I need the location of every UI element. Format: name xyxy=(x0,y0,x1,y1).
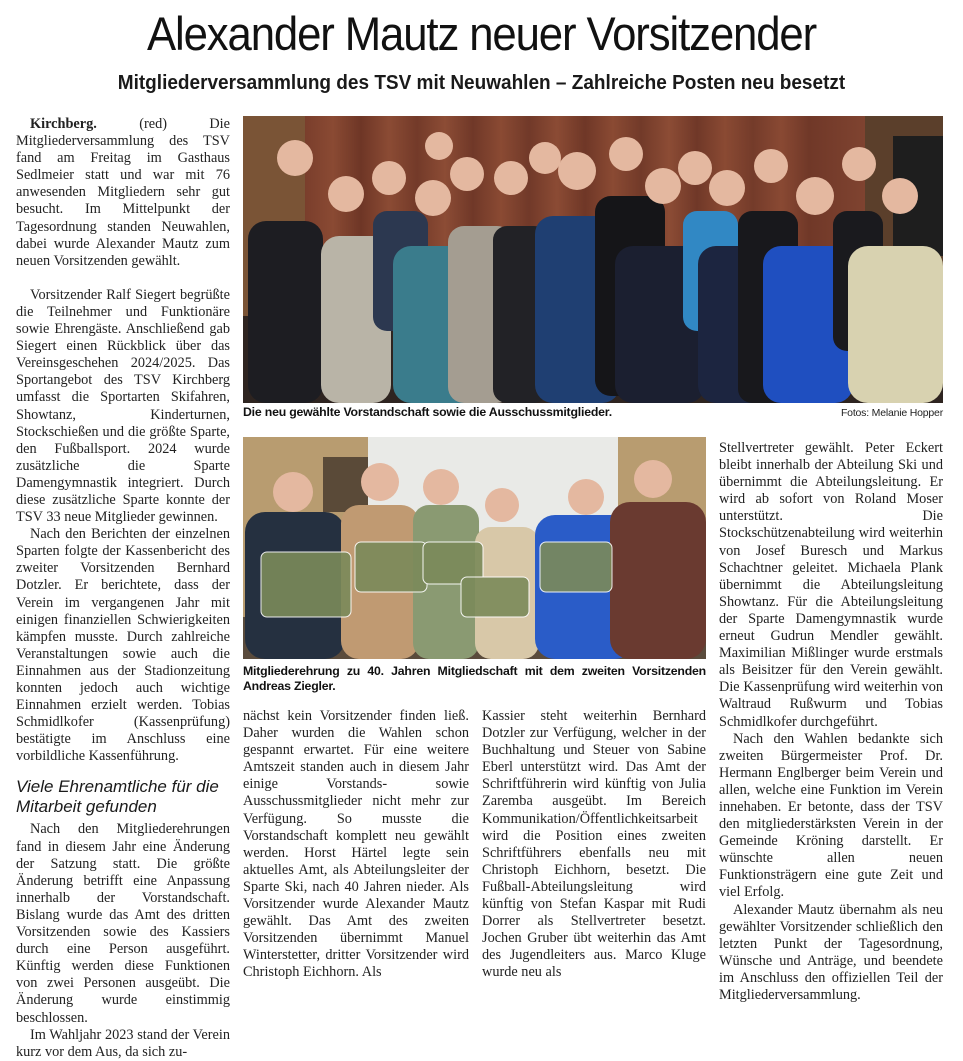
dateline: Kirchberg. xyxy=(30,116,97,132)
paragraph: Nach den Berichten der einzelnen Sparten folgte der Kassenbericht des zweiter Vorsitzenden Bernhard Dotzler. Er berichtete, dass der Verein im vergangenen Jahr mit einigen finanziellen Schwierigkeiten kämpfen musste. Durch zahlreiche Veranstaltungen sowie auch die Einnahmen aus der Stadionzeitung konnten jedoch auch wichtige Einnahmen erzielt werden. Tobias Schmidlkofer (Kassenprüfung) bestätigte im Anschluss eine vorbildliche Kassenführung. xyxy=(16,526,230,765)
paragraph-intro-text: (red) Die Mitgliederversammlung des TSV fand am Freitag im Gasthaus Sedlmeier statt und war mit 76 anwesenden Mitgliedern sehr gut besucht. Im Mittelpunkt der Tagesordnung standen Neuwahlen, dabei wurde Alexander Mautz zum neuen Vorsitzenden gewählt. xyxy=(16,116,230,269)
text-column-2 xyxy=(243,708,469,982)
article-subheadline: Mitgliederversammlung des TSV mit Neuwahlen – Zahlreiche Posten neu besetzt xyxy=(117,72,846,94)
paragraph-intro xyxy=(16,116,230,270)
photo-1-caption: Die neu gewählte Vorstandschaft sowie die Ausschussmitglieder. xyxy=(243,405,612,419)
text-column-1 xyxy=(16,116,230,1061)
paragraph: Vorsitzender Ralf Siegert begrüßte die Teilnehmer und Funktionäre sowie Ehrengäste. Anschließend gab Siegert einen Rückblick über das Vereinsgeschehen 2024/2025. Das Sportangebot des TSV Kirchberg umfasst die Sportarten Skifahren, Showtanz, Kinderturnen, Stockschießen und die größte Sparte, den Fußballsport. 2024 wurde zusätzliche die Sparte Damengymnastik integriert. Durch diese zusätzliche Sparte konnte der TSV 33 neue Mitglieder gewinnen. xyxy=(16,286,230,526)
honoring-photo-image xyxy=(243,437,706,659)
paragraph: Nach den Wahlen bedankte sich zweiten Bürgermeister Prof. Dr. Hermann Englberger beim Verein und allen, welche eine Funktion im Verein innehaben. Er betonte, dass der TSV den mitgliederstärksten Verein in der Gemeinde Kröning darstellt. Er wünschte allen neuen Funktionsträgern eine gute Zeit und viel Erfolg. xyxy=(719,730,943,901)
paragraph: Alexander Mautz übernahm als neu gewählter Vorsitzender schließlich den letzten Punkt der Tagesordnung, Wünsche und Anträge, und beendete im Anschluss den offiziellen Teil der Mitgliederversammlung. xyxy=(719,901,943,1003)
text-column-4 xyxy=(719,440,943,1004)
paragraph: Stellvertreter gewählt. Peter Eckert bleibt innerhalb der Abteilung Ski und übernimmt die Abteilungsleitung. Er wird ab sofort von Roland Moser unterstützt. Die Stockschützenabteilung wird weiterhin von Josef Buresch und Markus Schachtner geleitet. Michaela Plank übernimmt die Abteilungsleitung Showtanz. Für die Abteilungsleitung der Sparte Damengymnastik wurde erneut Gudrun Mendler gewählt. Maximilian Mißlinger wurde erstmals als Beisitzer für den Verein gewählt. Die Kassenprüfung wird weiterhin von Waltraud Rußwurm und Tobias Schmidlkofer durchgeführt. xyxy=(719,440,943,730)
paragraph: Im Wahljahr 2023 stand der Verein kurz vor dem Aus, da sich zu- xyxy=(16,1026,230,1060)
group-photo-image xyxy=(243,116,943,403)
photo-board-group xyxy=(243,116,943,403)
paragraph: nächst kein Vorsitzender finden ließ. Daher wurden die Wahlen schon gespannt erwartet. Für eine weitere Amtszeit standen auch in diesem Jahr einige Vorstands- sowie Ausschussmitglieder nicht mehr zur Verfügung. So musste die Vorstandschaft komplett neu gewählt werden. Horst Härtel legte sein aktuelles Amt, als Abteilungsleiter der Sparte Ski, nach 40 Jahren nieder. Als Vorsitzender wurde Alexander Mautz gewählt. Das Amt des zweiten Vorsitzenden übernimmt Manuel Winterstetter, dritter Vorsitzender wird Christoph Eichhorn. Als xyxy=(243,708,469,981)
section-subheading: Viele Ehrenamtliche für die Mitarbeit gefunden xyxy=(16,777,219,817)
text-column-3 xyxy=(482,708,706,982)
paragraph: Nach den Mitgliederehrungen fand in diesem Jahr eine Änderung der Satzung statt. Die größte Änderung betrifft eine Anpassung innerhalb der Vorstandschaft. Bislang wurde das Amt des dritten Vorsitzenden sowie des Kassiers durch eine Person ausgeführt. Künftig werden diese Funktionen von zwei Personen ausgeübt. Die Änderung wurde einstimmig beschlossen. xyxy=(16,821,230,1026)
photo-credit: Fotos: Melanie Hopper xyxy=(840,407,943,419)
photo-2-caption: Mitgliederehrung zu 40. Jahren Mitgliedschaft mit dem zweiten Vorsitzenden Andreas Ziegler. xyxy=(243,664,706,693)
paragraph: Kassier steht weiterhin Bernhard Dotzler zur Verfügung, welcher in der Buchhaltung und Steuer von Sabine Eberl unterstützt wird. Das Amt der Schriftführerin wird künftig von Julia Zaremba ausgeübt. Im Bereich Kommunikation/Öffentlichkeitsarbeit wird die Position eines zweiten Schriftführers ebenfalls neu mit Christoph Eichhorn, besetzt. Die Fußball-Abteilungsleitung wird künftig von Stefan Kaspar mit Rudi Dorrer als Stellvertreter besetzt. Jochen Gruber übt weiterhin das Amt des Jugendleiters aus. Marco Kluge wurde neu als xyxy=(482,708,706,981)
article-headline: Alexander Mautz neuer Vorsitzender xyxy=(146,7,817,60)
photo-honoring xyxy=(243,437,706,659)
